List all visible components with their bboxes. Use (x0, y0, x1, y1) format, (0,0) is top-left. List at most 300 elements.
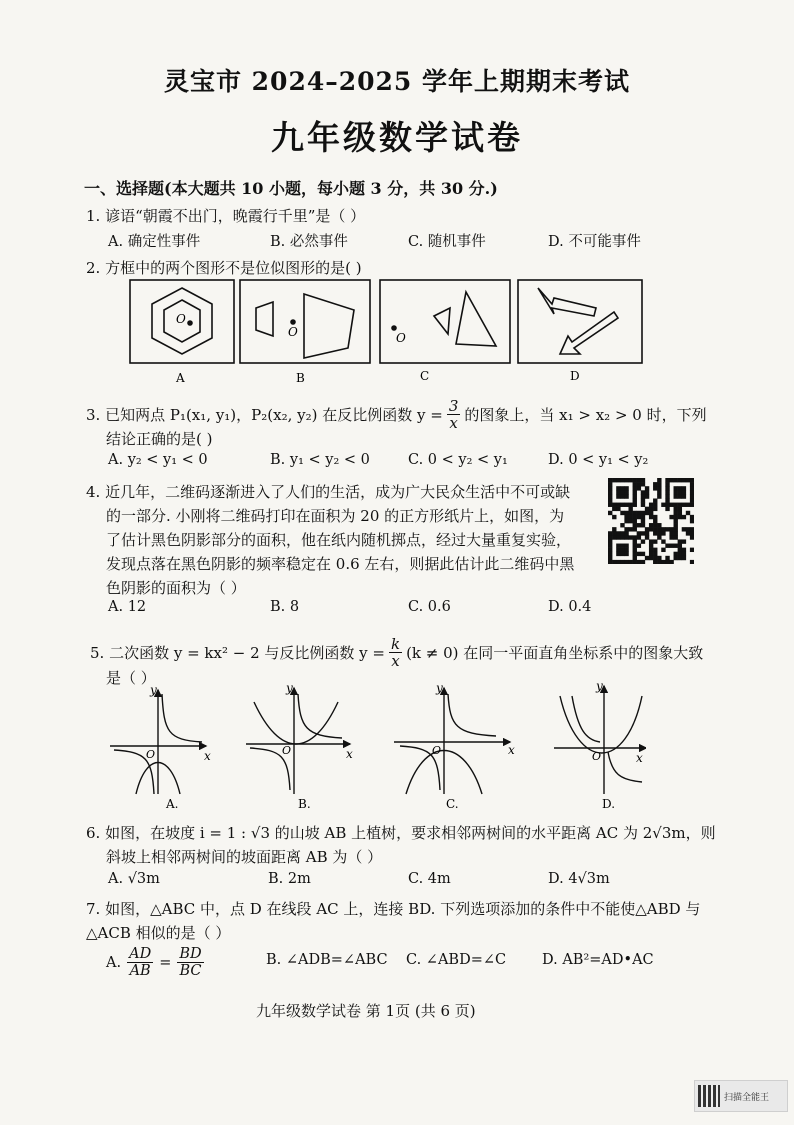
qr-module (678, 552, 682, 556)
qr-module (665, 507, 669, 511)
q7-option-a (106, 946, 204, 979)
qr-module (608, 482, 612, 486)
qr-module (628, 527, 632, 531)
q3-option-b: B. y₁ < y₂ < 0 (270, 452, 370, 468)
qr-module (690, 498, 694, 502)
q2-figure-b (240, 280, 370, 363)
qr-module (620, 544, 624, 548)
q5-d-x: x (636, 751, 643, 765)
qr-module (674, 519, 678, 523)
qr-module (616, 503, 620, 507)
qr-module (669, 478, 673, 482)
qr-module (678, 515, 682, 519)
qr-module (641, 552, 645, 556)
q7-line-2: △ACB 相似的是（ ） (86, 924, 231, 942)
watermark-label: 扫描全能王 (724, 1092, 770, 1103)
qr-module (653, 527, 657, 531)
qr-module (678, 490, 682, 494)
qr-module (628, 515, 632, 519)
qr-module (682, 556, 686, 560)
qr-module (637, 515, 641, 519)
qr-module (674, 556, 678, 560)
qr-module (641, 498, 645, 502)
qr-module (612, 527, 616, 531)
qr-module (678, 494, 682, 498)
qr-module (690, 515, 694, 519)
qr-module (657, 482, 661, 486)
q5-label-b: B. (298, 797, 311, 811)
qr-module (633, 560, 637, 564)
q7-option-d: D. AB²=AD•AC (542, 952, 654, 968)
qr-module (649, 556, 653, 560)
qr-module (653, 552, 657, 556)
qr-module (690, 519, 694, 523)
qr-module (641, 519, 645, 523)
q5-b-origin: O (282, 744, 292, 757)
qr-module (678, 548, 682, 552)
qr-module (645, 507, 649, 511)
q4-option-b: B. 8 (270, 599, 300, 615)
qr-module (624, 478, 628, 482)
qr-module (649, 503, 653, 507)
q6-option-d: D. 4√3m (548, 871, 610, 887)
qr-module (624, 490, 628, 494)
qr-module (682, 490, 686, 494)
q2-c-origin: O (396, 331, 406, 345)
qr-module (624, 503, 628, 507)
qr-module (612, 503, 616, 507)
qr-module (620, 531, 624, 535)
qr-module (608, 556, 612, 560)
q4-line-4: 发现点落在黑色阴影的频率稳定在 0.6 左右，则据此估计此二维码中黑 (106, 555, 575, 573)
q6-line-2: 斜坡上相邻两树间的坡面距离 AB 为（ ） (106, 848, 383, 866)
q2-label-d: D (570, 369, 580, 383)
qr-module (669, 515, 673, 519)
q1-option-a: A. 确定性事件 (108, 234, 201, 250)
qr-module (620, 535, 624, 539)
qr-module (641, 560, 645, 564)
qr-module (661, 560, 665, 564)
qr-module (624, 531, 628, 535)
qr-module (645, 556, 649, 560)
qr-module (633, 490, 637, 494)
q5-stem-b: (k ≠ 0) 在同一平面直角坐标系中的图象大致 (406, 644, 704, 662)
qr-module (628, 507, 632, 511)
qr-module (637, 535, 641, 539)
qr-module (620, 478, 624, 482)
qr-module (674, 552, 678, 556)
qr-module (649, 511, 653, 515)
q7-a-frac-2 (177, 946, 203, 979)
qr-module (620, 552, 624, 556)
qr-module (674, 503, 678, 507)
qr-module (608, 478, 612, 482)
qr-module (624, 552, 628, 556)
qr-module (682, 527, 686, 531)
qr-module (657, 523, 661, 527)
qr-module (616, 490, 620, 494)
q2-stem: 2. 方框中的两个图形不是位似图形的是( ) (86, 259, 362, 277)
qr-module (628, 519, 632, 523)
qr-module (674, 478, 678, 482)
qr-module (649, 548, 653, 552)
q7-a-num-2: BD (179, 946, 202, 962)
qr-module (624, 560, 628, 564)
q2-label-b: B (296, 371, 305, 385)
qr-module (624, 527, 628, 531)
q5-graph-c (394, 688, 510, 794)
qr-module (641, 503, 645, 507)
q2-figure-d (518, 280, 642, 363)
qr-module (678, 478, 682, 482)
qr-module (641, 478, 645, 482)
qr-module (608, 544, 612, 548)
q7-a-num-1: AD (129, 946, 152, 962)
qr-module (657, 494, 661, 498)
q5-c-y: y (436, 682, 443, 695)
qr-module (686, 527, 690, 531)
qr-module (665, 486, 669, 490)
qr-module (669, 560, 673, 564)
qr-module (669, 527, 673, 531)
qr-module (678, 503, 682, 507)
q4-line-3: 了估计黑色阴影部分的面积，他在纸内随机掷点，经过大量重复实验， (106, 531, 572, 549)
qr-module (616, 531, 620, 535)
qr-module (690, 527, 694, 531)
qr-module (608, 511, 612, 515)
qr-code-image (608, 478, 694, 564)
qr-module (669, 544, 673, 548)
q5-graph-b (246, 688, 350, 794)
qr-module (608, 503, 612, 507)
qr-module (624, 544, 628, 548)
qr-module (674, 490, 678, 494)
qr-module (608, 539, 612, 543)
q7-line-1: 7. 如图，△ABC 中，点 D 在线段 AC 上，连接 BD. 下列选项添加的条件中不能使△ABD 与 (86, 900, 701, 918)
qr-module (612, 531, 616, 535)
qr-module (690, 482, 694, 486)
qr-module (608, 548, 612, 552)
qr-module (649, 507, 653, 511)
qr-module (653, 503, 657, 507)
qr-module (633, 494, 637, 498)
q3-stem-b: 的图象上，当 x₁ > x₂ > 0 时，下列 (464, 406, 707, 424)
qr-module (674, 494, 678, 498)
qr-module (649, 515, 653, 519)
qr-module (633, 548, 637, 552)
q7-a-frac-1 (127, 946, 153, 979)
qr-module (645, 535, 649, 539)
qr-module (620, 511, 624, 515)
qr-module (624, 486, 628, 490)
qr-module (657, 486, 661, 490)
q5-label-c: C. (446, 797, 459, 811)
qr-module (657, 556, 661, 560)
qr-module (665, 556, 669, 560)
qr-module (624, 548, 628, 552)
q2-b-origin: O (288, 325, 298, 339)
qr-module (624, 511, 628, 515)
qr-module (645, 527, 649, 531)
q1-option-d: D. 不可能事件 (548, 234, 641, 250)
qr-module (657, 490, 661, 494)
q3-stem-c: 结论正确的是( ) (106, 430, 213, 448)
qr-module (690, 531, 694, 535)
q3-option-d: D. 0 < y₁ < y₂ (548, 452, 649, 468)
qr-module (624, 519, 628, 523)
q5-b-x: x (346, 747, 353, 761)
qr-module (641, 539, 645, 543)
qr-module (674, 515, 678, 519)
qr-module (669, 531, 673, 535)
qr-module (620, 494, 624, 498)
qr-module (686, 511, 690, 515)
q7-a-eq: = (159, 954, 172, 971)
qr-module (620, 560, 624, 564)
qr-module (657, 531, 661, 535)
qr-module (674, 527, 678, 531)
q7-a-den-1: AB (129, 963, 151, 979)
qr-module (616, 548, 620, 552)
qr-module (665, 560, 669, 564)
qr-module (665, 494, 669, 498)
qr-module (661, 531, 665, 535)
qr-module (653, 482, 657, 486)
qr-module (653, 548, 657, 552)
qr-module (665, 490, 669, 494)
q3-option-a: A. y₂ < y₁ < 0 (108, 452, 208, 468)
qr-module (653, 498, 657, 502)
qr-module (641, 490, 645, 494)
qr-module (665, 482, 669, 486)
q5-stem-a: 5. 二次函数 y = kx² − 2 与反比例函数 y = (90, 644, 385, 662)
q5-fraction (389, 636, 402, 669)
qr-module (616, 560, 620, 564)
q3-stem-line (86, 398, 707, 431)
qr-module (608, 494, 612, 498)
qr-module (674, 523, 678, 527)
qr-module (682, 515, 686, 519)
qr-module (616, 486, 620, 490)
qr-module (653, 539, 657, 543)
qr-module (682, 552, 686, 556)
qr-module (682, 503, 686, 507)
qr-module (690, 494, 694, 498)
qr-module (641, 494, 645, 498)
q4-option-d: D. 0.4 (548, 599, 592, 615)
qr-module (608, 552, 612, 556)
q5-a-x: x (204, 749, 211, 763)
qr-module (633, 478, 637, 482)
qr-module (645, 486, 649, 490)
qr-module (633, 523, 637, 527)
qr-module (686, 531, 690, 535)
qr-module (682, 494, 686, 498)
qr-module (641, 515, 645, 519)
qr-module (657, 478, 661, 482)
qr-module (653, 556, 657, 560)
q5-graph-d (554, 686, 646, 794)
qr-module (633, 544, 637, 548)
qr-module (628, 478, 632, 482)
qr-module (653, 486, 657, 490)
qr-module (686, 478, 690, 482)
qr-module (665, 478, 669, 482)
qr-module (608, 486, 612, 490)
qr-module (690, 490, 694, 494)
watermark-qr-icon (698, 1085, 720, 1107)
qr-module (633, 515, 637, 519)
qr-module (678, 486, 682, 490)
page-footer: 九年级数学试卷 第 1页 (共 6 页) (256, 1002, 476, 1020)
qr-module (637, 552, 641, 556)
q2-label-c: C (420, 369, 430, 383)
qr-module (633, 482, 637, 486)
qr-module (674, 507, 678, 511)
qr-module (637, 544, 641, 548)
qr-module (678, 556, 682, 560)
qr-module (608, 531, 612, 535)
qr-module (678, 544, 682, 548)
qr-module (682, 478, 686, 482)
qr-module (628, 511, 632, 515)
qr-module (682, 539, 686, 543)
qr-module (661, 539, 665, 543)
q5-b-y: y (286, 682, 293, 695)
q2-a-origin: O (176, 312, 186, 326)
qr-module (620, 548, 624, 552)
qr-module (637, 560, 641, 564)
qr-module (633, 539, 637, 543)
qr-module (612, 478, 616, 482)
qr-module (620, 486, 624, 490)
q7-a-den-2: BC (179, 963, 202, 979)
qr-module (649, 523, 653, 527)
qr-module (678, 507, 682, 511)
q4-line-5: 色阴影的面积为（ ） (106, 579, 246, 597)
qr-module (628, 503, 632, 507)
qr-module (649, 527, 653, 531)
q5-c-origin: O (432, 744, 442, 757)
q1-stem: 1. 谚语“朝霞不出门，晚霞行千里”是（ ） (86, 207, 366, 225)
q1-option-b: B. 必然事件 (270, 234, 348, 250)
q5-d-origin: O (592, 750, 602, 763)
qr-module (616, 507, 620, 511)
qr-module (608, 560, 612, 564)
q2-label-a: A (176, 371, 185, 385)
qr-module (637, 486, 641, 490)
qr-module (628, 535, 632, 539)
qr-module (682, 486, 686, 490)
q5-label-a: A. (166, 797, 179, 811)
qr-module (612, 560, 616, 564)
qr-module (616, 494, 620, 498)
qr-module (674, 486, 678, 490)
q6-option-c: C. 4m (408, 871, 451, 887)
qr-module (624, 494, 628, 498)
qr-module (649, 552, 653, 556)
qr-module (624, 535, 628, 539)
qr-module (616, 552, 620, 556)
qr-module (674, 511, 678, 515)
q6-line-1: 6. 如图，在坡度 i = 1 : √3 的山坡 AB 上植树，要求相邻两树间的水平距离 AC 为 2√3m，则 (86, 824, 716, 842)
qr-module (690, 503, 694, 507)
qr-module (608, 535, 612, 539)
qr-module (608, 490, 612, 494)
qr-module (653, 523, 657, 527)
qr-module (690, 486, 694, 490)
qr-module (645, 494, 649, 498)
qr-module (649, 544, 653, 548)
qr-module (612, 535, 616, 539)
qr-module (678, 539, 682, 543)
qr-module (690, 548, 694, 552)
qr-module (620, 503, 624, 507)
qr-module (674, 544, 678, 548)
qr-module (674, 535, 678, 539)
qr-module (661, 527, 665, 531)
qr-module (633, 511, 637, 515)
qr-module (665, 527, 669, 531)
qr-module (661, 548, 665, 552)
qr-module (641, 482, 645, 486)
q5-frac-den: x (391, 652, 400, 670)
q5-a-y: y (150, 683, 157, 697)
qr-module (612, 507, 616, 511)
q3-frac-num: 3 (448, 397, 459, 415)
qr-module (669, 535, 673, 539)
qr-module (645, 531, 649, 535)
q1-option-c: C. 随机事件 (408, 234, 486, 250)
qr-module (653, 519, 657, 523)
qr-module (633, 519, 637, 523)
q3-stem-a: 3. 已知两点 P₁(x₁, y₁)，P₂(x₂, y₂) 在反比例函数 y = (86, 406, 443, 424)
q4-line-1: 4. 近几年，二维码逐渐进入了人们的生活，成为广大民众生活中不可或缺 (86, 483, 571, 501)
qr-module (628, 560, 632, 564)
exam-subtitle: 九年级数学试卷 (271, 118, 523, 157)
qr-module (616, 478, 620, 482)
q2-figure-c (380, 280, 510, 363)
qr-module (645, 511, 649, 515)
qr-module (624, 515, 628, 519)
qr-module (637, 482, 641, 486)
qr-module (620, 523, 624, 527)
qr-module (633, 552, 637, 556)
q7-a-prefix: A. (106, 954, 122, 971)
qr-module (653, 531, 657, 535)
qr-module (686, 503, 690, 507)
qr-module (633, 486, 637, 490)
q7-option-c: C. ∠ABD=∠C (406, 952, 507, 968)
section-heading: 一、选择题(本大题共 10 小题，每小题 3 分，共 30 分.) (84, 179, 498, 198)
exam-title: 灵宝市 2024–2025 学年上期期末考试 (163, 67, 631, 96)
qr-module (669, 503, 673, 507)
qr-module (633, 503, 637, 507)
qr-module (674, 531, 678, 535)
q2-figures (128, 278, 648, 388)
qr-module (682, 548, 686, 552)
qr-module (637, 511, 641, 515)
qr-module (633, 527, 637, 531)
q5-graph-a (110, 690, 206, 794)
qr-module (653, 560, 657, 564)
qr-module (690, 560, 694, 564)
qr-module (641, 511, 645, 515)
qr-module (633, 556, 637, 560)
qr-module (665, 498, 669, 502)
qr-module (637, 531, 641, 535)
qr-module (637, 478, 641, 482)
